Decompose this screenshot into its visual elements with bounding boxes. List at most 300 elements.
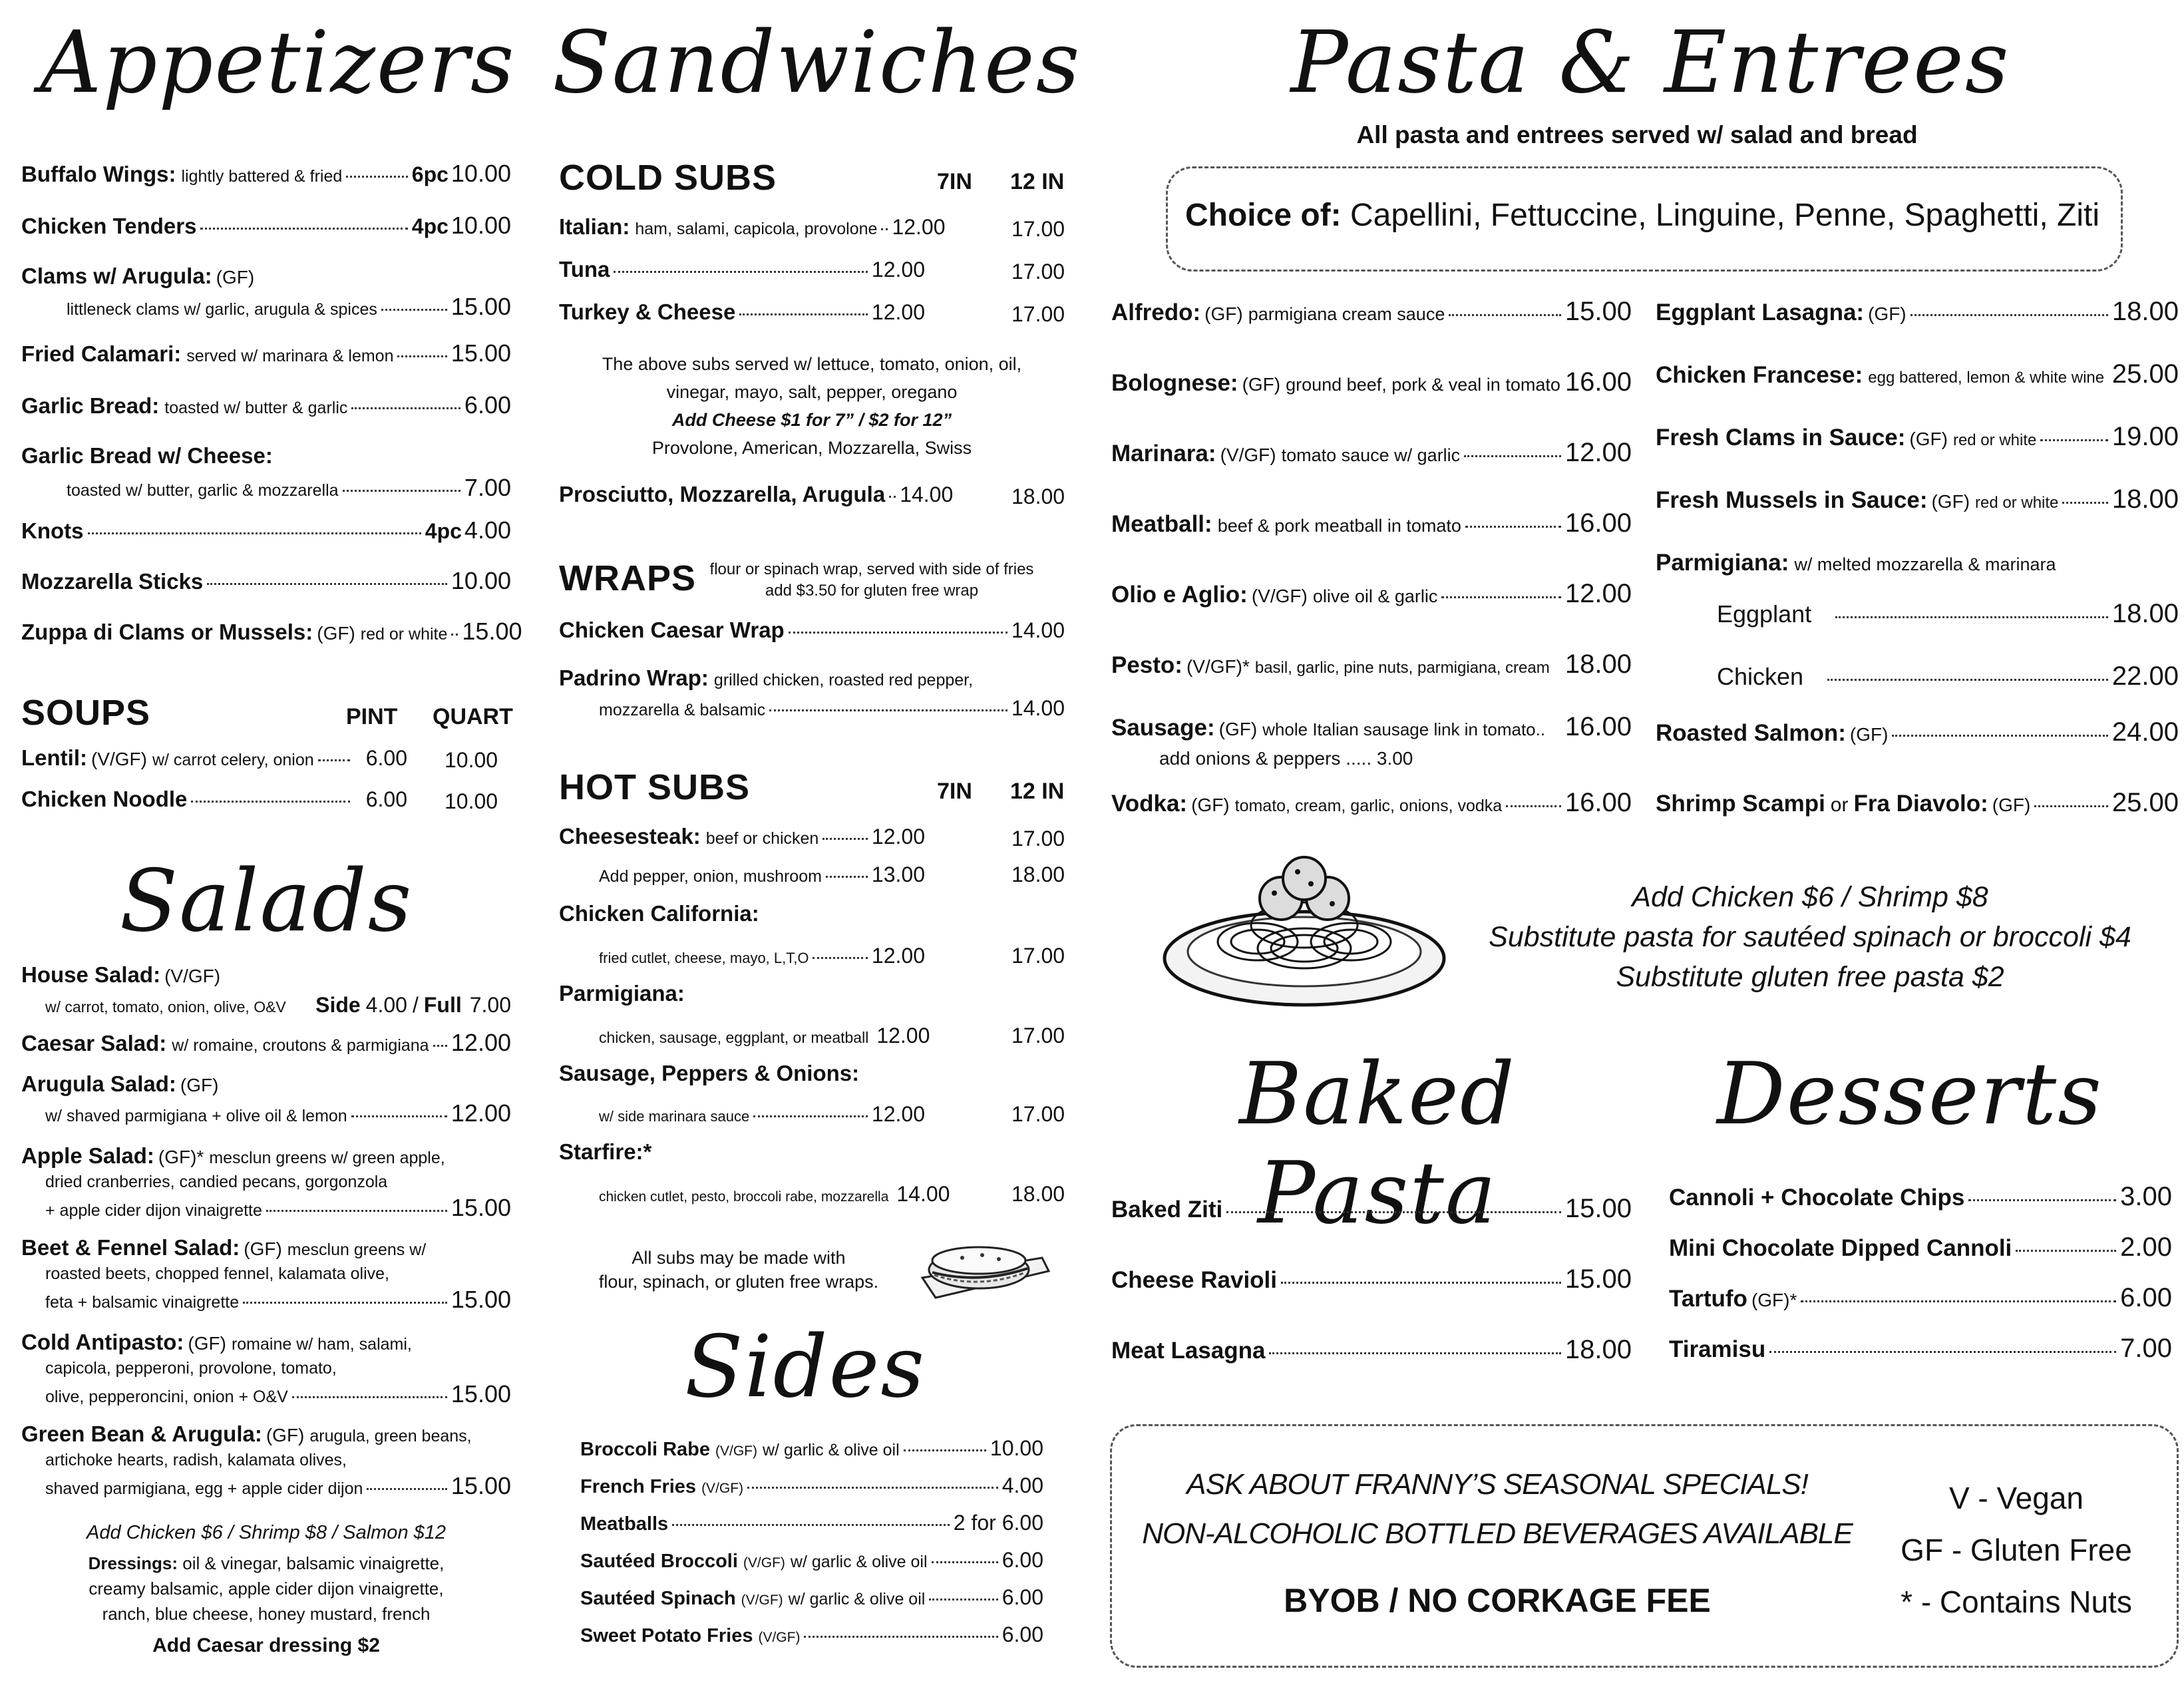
item-price: 6.00 xyxy=(464,391,511,419)
item-desc: feta + balsamic vinaigrette xyxy=(45,1293,240,1312)
menu-item xyxy=(559,1061,925,1086)
item-price: 4.00 xyxy=(464,516,511,544)
item-name: Garlic Bread: xyxy=(21,393,160,418)
item-name: Vodka: xyxy=(1111,791,1188,817)
menu-item xyxy=(21,443,511,469)
item-name: Turkey & Cheese xyxy=(559,299,736,324)
item-name: Meatball: xyxy=(1111,511,1212,537)
item-desc: served w/ marinara & lemon xyxy=(186,347,394,365)
item-name: Alfredo: xyxy=(1111,299,1201,325)
item-qty: 6pc xyxy=(411,162,449,186)
item-name: Chicken California: xyxy=(559,901,759,926)
item-tag: (V/GF) xyxy=(715,1443,757,1459)
item-price-pint: 6.00 xyxy=(365,787,407,811)
item-price-12in: 18.00 xyxy=(1011,862,1065,886)
item-price: 7.00 xyxy=(2120,1334,2172,1363)
item-sub xyxy=(599,944,925,968)
choice-label: Choice of: xyxy=(1184,198,1342,233)
item-desc: red or white xyxy=(1975,494,2059,512)
item-name: Fresh Mussels in Sauce: xyxy=(1656,487,1928,513)
menu-item xyxy=(1656,550,2179,576)
item-tag: (GF) xyxy=(1204,303,1243,324)
legend-vegan: V - Vegan xyxy=(1948,1481,2084,1515)
soups-col-quart: QUART xyxy=(433,704,513,729)
salads-title: Salads xyxy=(119,852,413,951)
item-sub xyxy=(45,1380,511,1408)
sausage-addon: add onions & peppers ..... 3.00 xyxy=(1159,748,1413,769)
item-desc: romaine w/ ham, salami, xyxy=(231,1335,412,1354)
item-tag: (GF) xyxy=(1909,429,1948,449)
item-desc: w/ carrot, tomato, onion, olive, O&V xyxy=(45,998,286,1016)
item-name: Cheesesteak: xyxy=(559,824,701,848)
item-sub xyxy=(599,1102,925,1127)
beverages-note: NON-ALCOHOLIC BOTTLED BEVERAGES AVAILABLE xyxy=(1142,1517,1853,1550)
menu-item xyxy=(580,1436,1043,1461)
menu-item xyxy=(1656,422,2179,452)
addon-line: Substitute gluten free pasta $2 xyxy=(1616,961,2004,993)
item-name: French Fries xyxy=(580,1476,697,1497)
item-price: 18.00 xyxy=(1564,650,1632,679)
item-name: Eggplant xyxy=(1717,600,1812,628)
item-price: 10.00 xyxy=(990,1436,1043,1460)
item-price-12in: 18.00 xyxy=(1011,1182,1065,1206)
item-desc: w/ melted mozzarella & marinara xyxy=(1794,554,2056,574)
item-qty: 4pc xyxy=(425,519,462,543)
item-qty: 4pc xyxy=(411,214,449,238)
item-tag: (GF) xyxy=(1931,491,1970,512)
item-desc: artichoke hearts, radish, kalamata olives, xyxy=(45,1451,347,1469)
price-separator: / xyxy=(412,993,419,1017)
note-line: vinegar, mayo, salt, pepper, oregano xyxy=(666,382,958,402)
cold-subs-heading: COLD SUBS xyxy=(559,158,777,198)
salad-addons: Add Chicken $6 / Shrimp $8 / Salmon $12 xyxy=(86,1522,447,1543)
item-desc: mozzarella & balsamic xyxy=(599,701,766,719)
item-tag: (GF) xyxy=(1868,303,1907,324)
item-price-7in: 12.00 xyxy=(892,215,946,239)
dressings-line1: oil & vinegar, balsamic vinaigrette, xyxy=(182,1553,445,1573)
item-name: Parmigiana: xyxy=(1656,550,1789,576)
note-line: flour, spinach, or gluten free wraps. xyxy=(598,1272,879,1292)
caesar-dressing: Add Caesar dressing $2 xyxy=(152,1634,380,1656)
item-tag: (V/GF) xyxy=(91,749,147,769)
item-price-12in: 17.00 xyxy=(1011,1024,1065,1047)
item-price: 15.00 xyxy=(451,1472,511,1499)
item-desc: parmigiana cream sauce xyxy=(1248,304,1445,324)
item-desc: Add pepper, onion, mushroom xyxy=(599,867,822,886)
item-price-7in: 12.00 xyxy=(871,944,925,968)
note-line: add $3.50 for gluten free wrap xyxy=(765,582,979,600)
item-sub xyxy=(45,1099,511,1127)
item-tag: (V/GF) xyxy=(164,966,221,986)
item-name: Sausage: xyxy=(1111,715,1215,741)
item-price: 15.00 xyxy=(1564,1194,1632,1223)
item-price-7in: 12.00 xyxy=(871,258,925,282)
item-desc: capicola, pepperoni, provolone, tomato, xyxy=(45,1359,337,1378)
item-name: Arugula Salad: xyxy=(21,1071,176,1096)
item-sub xyxy=(45,1286,511,1314)
menu-item xyxy=(1111,788,1632,818)
item-price: 12.00 xyxy=(1564,438,1632,467)
sandwiches-title: Sandwiches xyxy=(552,13,1081,112)
menu-item xyxy=(580,1548,1043,1573)
item-tag: (GF) xyxy=(1191,795,1230,815)
item-tag: (V/GF) xyxy=(741,1593,783,1608)
menu-item xyxy=(559,482,954,507)
menu-item xyxy=(1669,1283,2172,1313)
full-label: Full xyxy=(423,993,462,1017)
note-line: All subs may be made with xyxy=(632,1248,846,1268)
item-name: Marinara: xyxy=(1111,441,1216,467)
item-desc: basil, garlic, pine nuts, parmigiana, cream xyxy=(1254,659,1550,677)
item-tag: (GF) xyxy=(188,1333,226,1354)
item-desc: olive, pepperoncini, onion + O&V xyxy=(45,1388,288,1406)
menu-item xyxy=(21,1421,511,1447)
item-desc: w/ shaved parmigiana + olive oil & lemon xyxy=(45,1107,347,1125)
item-sub xyxy=(45,1194,511,1222)
item-tag: (GF)* xyxy=(158,1147,204,1167)
item-tag: (V/GF) xyxy=(743,1555,785,1571)
item-name: Buffalo Wings: xyxy=(21,162,176,186)
item-sub xyxy=(599,862,925,887)
pasta-choice xyxy=(1166,197,2119,234)
item-price: 6.00 xyxy=(1001,1548,1043,1572)
item-name: Eggplant Lasagna: xyxy=(1656,299,1865,325)
item-name: Chicken xyxy=(1717,663,1804,690)
item-tag: (GF) xyxy=(1242,374,1281,395)
item-price-7in: 12.00 xyxy=(871,300,925,324)
item-price: 24.00 xyxy=(2111,717,2179,747)
menu-item xyxy=(559,299,925,325)
item-desc: egg battered, lemon & white wine xyxy=(1868,369,2105,387)
item-desc: w/ garlic & olive oil xyxy=(790,1553,928,1571)
menu-item xyxy=(1111,438,1632,468)
menu-item xyxy=(1111,1194,1632,1224)
item-name: Mozzarella Sticks xyxy=(21,569,204,594)
item-price-12in: 17.00 xyxy=(1011,827,1065,850)
item-desc: dried cranberries, candied pecans, gorgonzola xyxy=(45,1173,388,1191)
menu-item xyxy=(1111,508,1632,538)
item-desc: roasted beets, chopped fennel, kalamata olive, xyxy=(45,1264,390,1283)
menu-item xyxy=(559,665,1065,691)
item-price-12in: 17.00 xyxy=(1011,1102,1065,1126)
wraps-note xyxy=(705,559,1038,602)
item-price: 6.00 xyxy=(1001,1622,1043,1646)
item-name: Olio e Aglio: xyxy=(1111,582,1248,608)
item-desc: tomato sauce w/ garlic xyxy=(1281,445,1461,465)
item-price: 12.00 xyxy=(1564,579,1632,608)
pasta-addons xyxy=(1464,877,2156,997)
menu-item xyxy=(1111,579,1632,609)
item-tag: (GF) xyxy=(216,267,255,287)
item-name: Cannoli + Chocolate Chips xyxy=(1669,1185,1965,1211)
item-name: Cheese Ravioli xyxy=(1111,1267,1277,1293)
item-price: 18.00 xyxy=(2111,599,2179,628)
item-desc: littleneck clams w/ garlic, arugula & spices xyxy=(67,300,377,319)
menu-item xyxy=(21,1071,511,1097)
menu-item xyxy=(580,1511,1043,1535)
item-name: Knots xyxy=(21,518,84,543)
item-tag: (GF) xyxy=(1218,719,1258,739)
note-line: The above subs served w/ lettuce, tomato, onion, oil, xyxy=(602,354,1022,374)
item-price-7in: 13.00 xyxy=(871,862,925,886)
item-price: 12.00 xyxy=(451,1029,511,1056)
item-name: Parmigiana: xyxy=(559,981,685,1006)
item-desc: + apple cider dijon vinaigrette xyxy=(45,1201,262,1220)
baked-pasta-title: Baked Pasta xyxy=(1239,1045,1516,1243)
soups-col-pint: PINT xyxy=(346,704,398,729)
menu-item xyxy=(580,1585,1043,1610)
item-desc: shaved parmigiana, egg + apple cider dijon xyxy=(45,1479,363,1498)
item-desc: w/ garlic & olive oil xyxy=(763,1441,900,1459)
item-name: Chicken Caesar Wrap xyxy=(559,618,785,642)
item-price: 3.00 xyxy=(2120,1182,2172,1211)
menu-item xyxy=(21,212,511,240)
item-name: Starfire:* xyxy=(559,1139,652,1164)
menu-item xyxy=(21,264,511,289)
item-price: 4.00 xyxy=(1001,1473,1043,1497)
item-price-7in: 12.00 xyxy=(871,1102,925,1126)
pasta-subtitle: All pasta and entrees served w/ salad and bread xyxy=(1356,121,1918,148)
menu-item xyxy=(21,160,511,188)
item-price: 25.00 xyxy=(2111,788,2179,817)
menu-item xyxy=(1656,788,2179,818)
menu-item xyxy=(1669,1182,2172,1212)
item-name: Padrino Wrap: xyxy=(559,665,709,690)
item-name: Tartufo xyxy=(1669,1286,1747,1312)
item-desc: olive oil & garlic xyxy=(1312,586,1438,606)
item-sub xyxy=(599,1182,950,1207)
spaghetti-illustration xyxy=(1158,845,1464,1015)
item-tag: (GF) xyxy=(317,623,355,644)
item-price-7in: 12.00 xyxy=(871,825,925,848)
sides-title: Sides xyxy=(685,1318,926,1417)
item-price: 14.00 xyxy=(1011,618,1065,642)
side-price: 4.00 xyxy=(365,993,407,1017)
item-tag: (GF) xyxy=(1992,795,2031,815)
item-desc: chicken cutlet, pesto, broccoli rabe, mozzarella xyxy=(599,1189,889,1205)
item-name: Caesar Salad: xyxy=(21,1031,167,1055)
item-price: 19.00 xyxy=(2111,422,2179,451)
item-price: 22.00 xyxy=(2111,661,2179,691)
menu-item xyxy=(1111,712,1632,742)
all-subs-note xyxy=(566,1246,912,1294)
note-line: Provolone, American, Mozzarella, Swiss xyxy=(651,438,972,458)
addon-line: Substitute pasta for sautéed spinach or broccoli $4 xyxy=(1489,921,2131,953)
item-desc: red or white xyxy=(360,625,448,644)
menu-item xyxy=(1111,1335,1632,1365)
menu-item xyxy=(21,339,511,367)
item-name: Beet & Fennel Salad: xyxy=(21,1235,240,1260)
item-price: 18.00 xyxy=(2111,297,2179,326)
item-desc: w/ side marinara sauce xyxy=(599,1108,750,1125)
menu-item xyxy=(1656,484,2179,514)
item-sub xyxy=(67,293,511,321)
item-desc: w/ romaine, croutons & parmigiana xyxy=(172,1036,429,1055)
menu-item xyxy=(1111,367,1632,397)
item-desc: beef or chicken xyxy=(705,829,819,848)
menu-item xyxy=(21,618,522,646)
item-tag: (V/GF) xyxy=(701,1481,744,1496)
dressings-line2: creamy balsamic, apple cider dijon vinaigrette, xyxy=(89,1579,444,1599)
menu-item xyxy=(1111,297,1632,327)
menu-item xyxy=(559,257,925,282)
item-desc: arugula, green beans, xyxy=(309,1427,472,1445)
item-price-7in: 14.00 xyxy=(896,1182,950,1206)
dietary-legend xyxy=(1877,1472,2156,1628)
item-price: 15.00 xyxy=(462,618,522,645)
item-desc: ground beef, pork & veal in tomato xyxy=(1286,375,1560,395)
seasonal-specials: ASK ABOUT FRANNY’S SEASONAL SPECIALS! xyxy=(1186,1468,1808,1501)
item-name: Chicken Tenders xyxy=(21,214,197,238)
item-name: Sautéed Broccoli xyxy=(580,1551,738,1572)
item-price: 10.00 xyxy=(451,567,511,594)
item-name: Clams w/ Arugula: xyxy=(21,264,212,288)
choice-list: Capellini, Fettuccine, Linguine, Penne, Spaghetti, Ziti xyxy=(1350,198,2099,233)
item-price: 15.00 xyxy=(1564,1264,1632,1294)
menu-item xyxy=(559,901,925,926)
item-tag: (GF) xyxy=(266,1425,305,1445)
item-price: 16.00 xyxy=(1564,788,1632,817)
item-price: 2.00 xyxy=(2120,1232,2172,1262)
addon-line: Add Chicken $6 / Shrimp $8 xyxy=(1632,881,1988,913)
item-price-12in: 17.00 xyxy=(1011,302,1065,326)
dressings-label: Dressings: xyxy=(88,1553,178,1573)
menu-item xyxy=(1669,1334,2172,1364)
item-name: Sweet Potato Fries xyxy=(580,1625,753,1646)
item-price: 15.00 xyxy=(451,339,511,367)
menu-item xyxy=(21,1029,511,1057)
item-name: Italian: xyxy=(559,214,630,239)
dressings-line3: ranch, blue cheese, honey mustard, french xyxy=(102,1604,431,1624)
item-tag: (V/GF)* xyxy=(1186,656,1250,677)
item-price: 15.00 xyxy=(451,293,511,320)
item-price: 15.00 xyxy=(451,1286,511,1313)
item-name: Chicken Francese: xyxy=(1656,362,1863,388)
item-price: 2 for 6.00 xyxy=(953,1511,1043,1535)
item-sub xyxy=(599,696,1065,721)
item-sub xyxy=(599,1024,930,1048)
sub-sandwich-illustration xyxy=(916,1231,1055,1308)
item-sub xyxy=(67,474,511,502)
menu-item xyxy=(21,516,511,544)
item-name: Fried Calamari: xyxy=(21,341,182,366)
item-desc: chicken, sausage, eggplant, or meatball xyxy=(599,1029,869,1046)
menu-item xyxy=(21,745,407,771)
item-desc: toasted w/ butter & garlic xyxy=(164,399,348,417)
item-name: Lentil: xyxy=(21,745,87,770)
pasta-entrees-title: Pasta & Entrees xyxy=(1290,13,2010,112)
item-tag: (V/GF) xyxy=(1251,586,1308,606)
wraps-heading: WRAPS xyxy=(559,558,696,598)
item-price-12in: 17.00 xyxy=(1011,944,1065,968)
item-desc: mesclun greens w/ green apple, xyxy=(209,1149,445,1167)
menu-item xyxy=(580,1622,1043,1647)
item-desc: lightly battered & fried xyxy=(181,167,343,186)
item-name: Bolognese: xyxy=(1111,370,1238,396)
item-desc: beef & pork meatball in tomato xyxy=(1217,516,1461,536)
item-price: 15.00 xyxy=(451,1194,511,1221)
col-12in: 12 IN xyxy=(1010,779,1065,804)
item-desc: red or white xyxy=(1952,431,2037,449)
item-desc: w/ garlic & olive oil xyxy=(788,1590,926,1608)
menu-item xyxy=(21,1143,511,1169)
legend-gluten-free: GF - Gluten Free xyxy=(1901,1533,2132,1567)
item-or: or xyxy=(1830,794,1849,816)
appetizers-title: Appetizers xyxy=(40,13,516,112)
item-name: Sautéed Spinach xyxy=(580,1588,736,1609)
item-tag: (GF) xyxy=(244,1238,282,1259)
menu-item xyxy=(1669,1232,2172,1262)
item-price: 16.00 xyxy=(1564,508,1632,538)
item-desc: tomato, cream, garlic, onions, vodka xyxy=(1234,797,1503,815)
note-line: Add Cheese $1 for 7” / $2 for 12” xyxy=(671,410,952,430)
item-price: 18.00 xyxy=(2111,484,2179,514)
item-name: Fresh Clams in Sauce: xyxy=(1656,425,1906,451)
item-sub xyxy=(45,993,511,1018)
menu-item xyxy=(580,1473,1043,1498)
item-price-12in: 18.00 xyxy=(1011,484,1065,508)
col-7in: 7IN xyxy=(937,779,972,804)
desserts-title: Desserts xyxy=(1717,1045,2103,1144)
item-name: Meatballs xyxy=(580,1513,669,1535)
item-name: Pesto: xyxy=(1111,652,1183,678)
item-price: 10.00 xyxy=(451,160,511,187)
menu-item xyxy=(559,981,925,1006)
menu-item xyxy=(1656,297,2179,327)
menu-item xyxy=(1111,1264,1632,1294)
full-price: 7.00 xyxy=(469,993,511,1017)
item-name: Prosciutto, Mozzarella, Arugula xyxy=(559,482,886,506)
byob-note: BYOB / NO CORKAGE FEE xyxy=(1284,1582,1711,1619)
item-price: 16.00 xyxy=(1564,367,1632,397)
item-tag: (GF) xyxy=(180,1075,219,1095)
legend-nuts: * - Contains Nuts xyxy=(1901,1585,2132,1619)
item-price: 14.00 xyxy=(1011,696,1065,720)
menu-item xyxy=(21,962,511,988)
item-name: Baked Ziti xyxy=(1111,1197,1223,1223)
item-desc: mesclun greens w/ xyxy=(287,1240,427,1259)
menu-item xyxy=(559,618,1065,643)
item-name: Shrimp Scampi xyxy=(1656,791,1825,817)
menu-item xyxy=(21,1235,511,1260)
menu-item xyxy=(559,1139,925,1165)
item-name: Chicken Noodle xyxy=(21,787,188,811)
item-price-7in: 12.00 xyxy=(876,1024,930,1047)
item-price: 15.00 xyxy=(1564,297,1632,326)
item-name: House Salad: xyxy=(21,962,161,987)
side-label: Side xyxy=(315,993,361,1017)
item-desc: whole Italian sausage link in tomato.. xyxy=(1262,719,1546,739)
item-name: Mini Chocolate Dipped Cannoli xyxy=(1669,1235,2012,1261)
menu-item xyxy=(21,567,511,595)
item-price: 25.00 xyxy=(2111,359,2179,389)
item-price-quart: 10.00 xyxy=(445,789,498,813)
item-name: Roasted Salmon: xyxy=(1656,720,1846,746)
item-price-12in: 17.00 xyxy=(1011,217,1065,241)
item-price-quart: 10.00 xyxy=(445,748,498,772)
menu-item xyxy=(1717,599,2179,629)
hot-subs-heading: HOT SUBS xyxy=(559,767,751,807)
item-name: Fra Diavolo: xyxy=(1853,791,1988,817)
item-name: Broccoli Rabe xyxy=(580,1439,710,1460)
item-price: 18.00 xyxy=(1564,1335,1632,1364)
menu-item xyxy=(559,824,925,849)
menu-item xyxy=(21,391,511,419)
item-tag: (GF)* xyxy=(1751,1290,1797,1310)
item-price: 16.00 xyxy=(1564,712,1632,741)
item-desc: toasted w/ butter, garlic & mozzarella xyxy=(67,481,339,500)
item-tag: (V/GF) xyxy=(1220,445,1276,465)
